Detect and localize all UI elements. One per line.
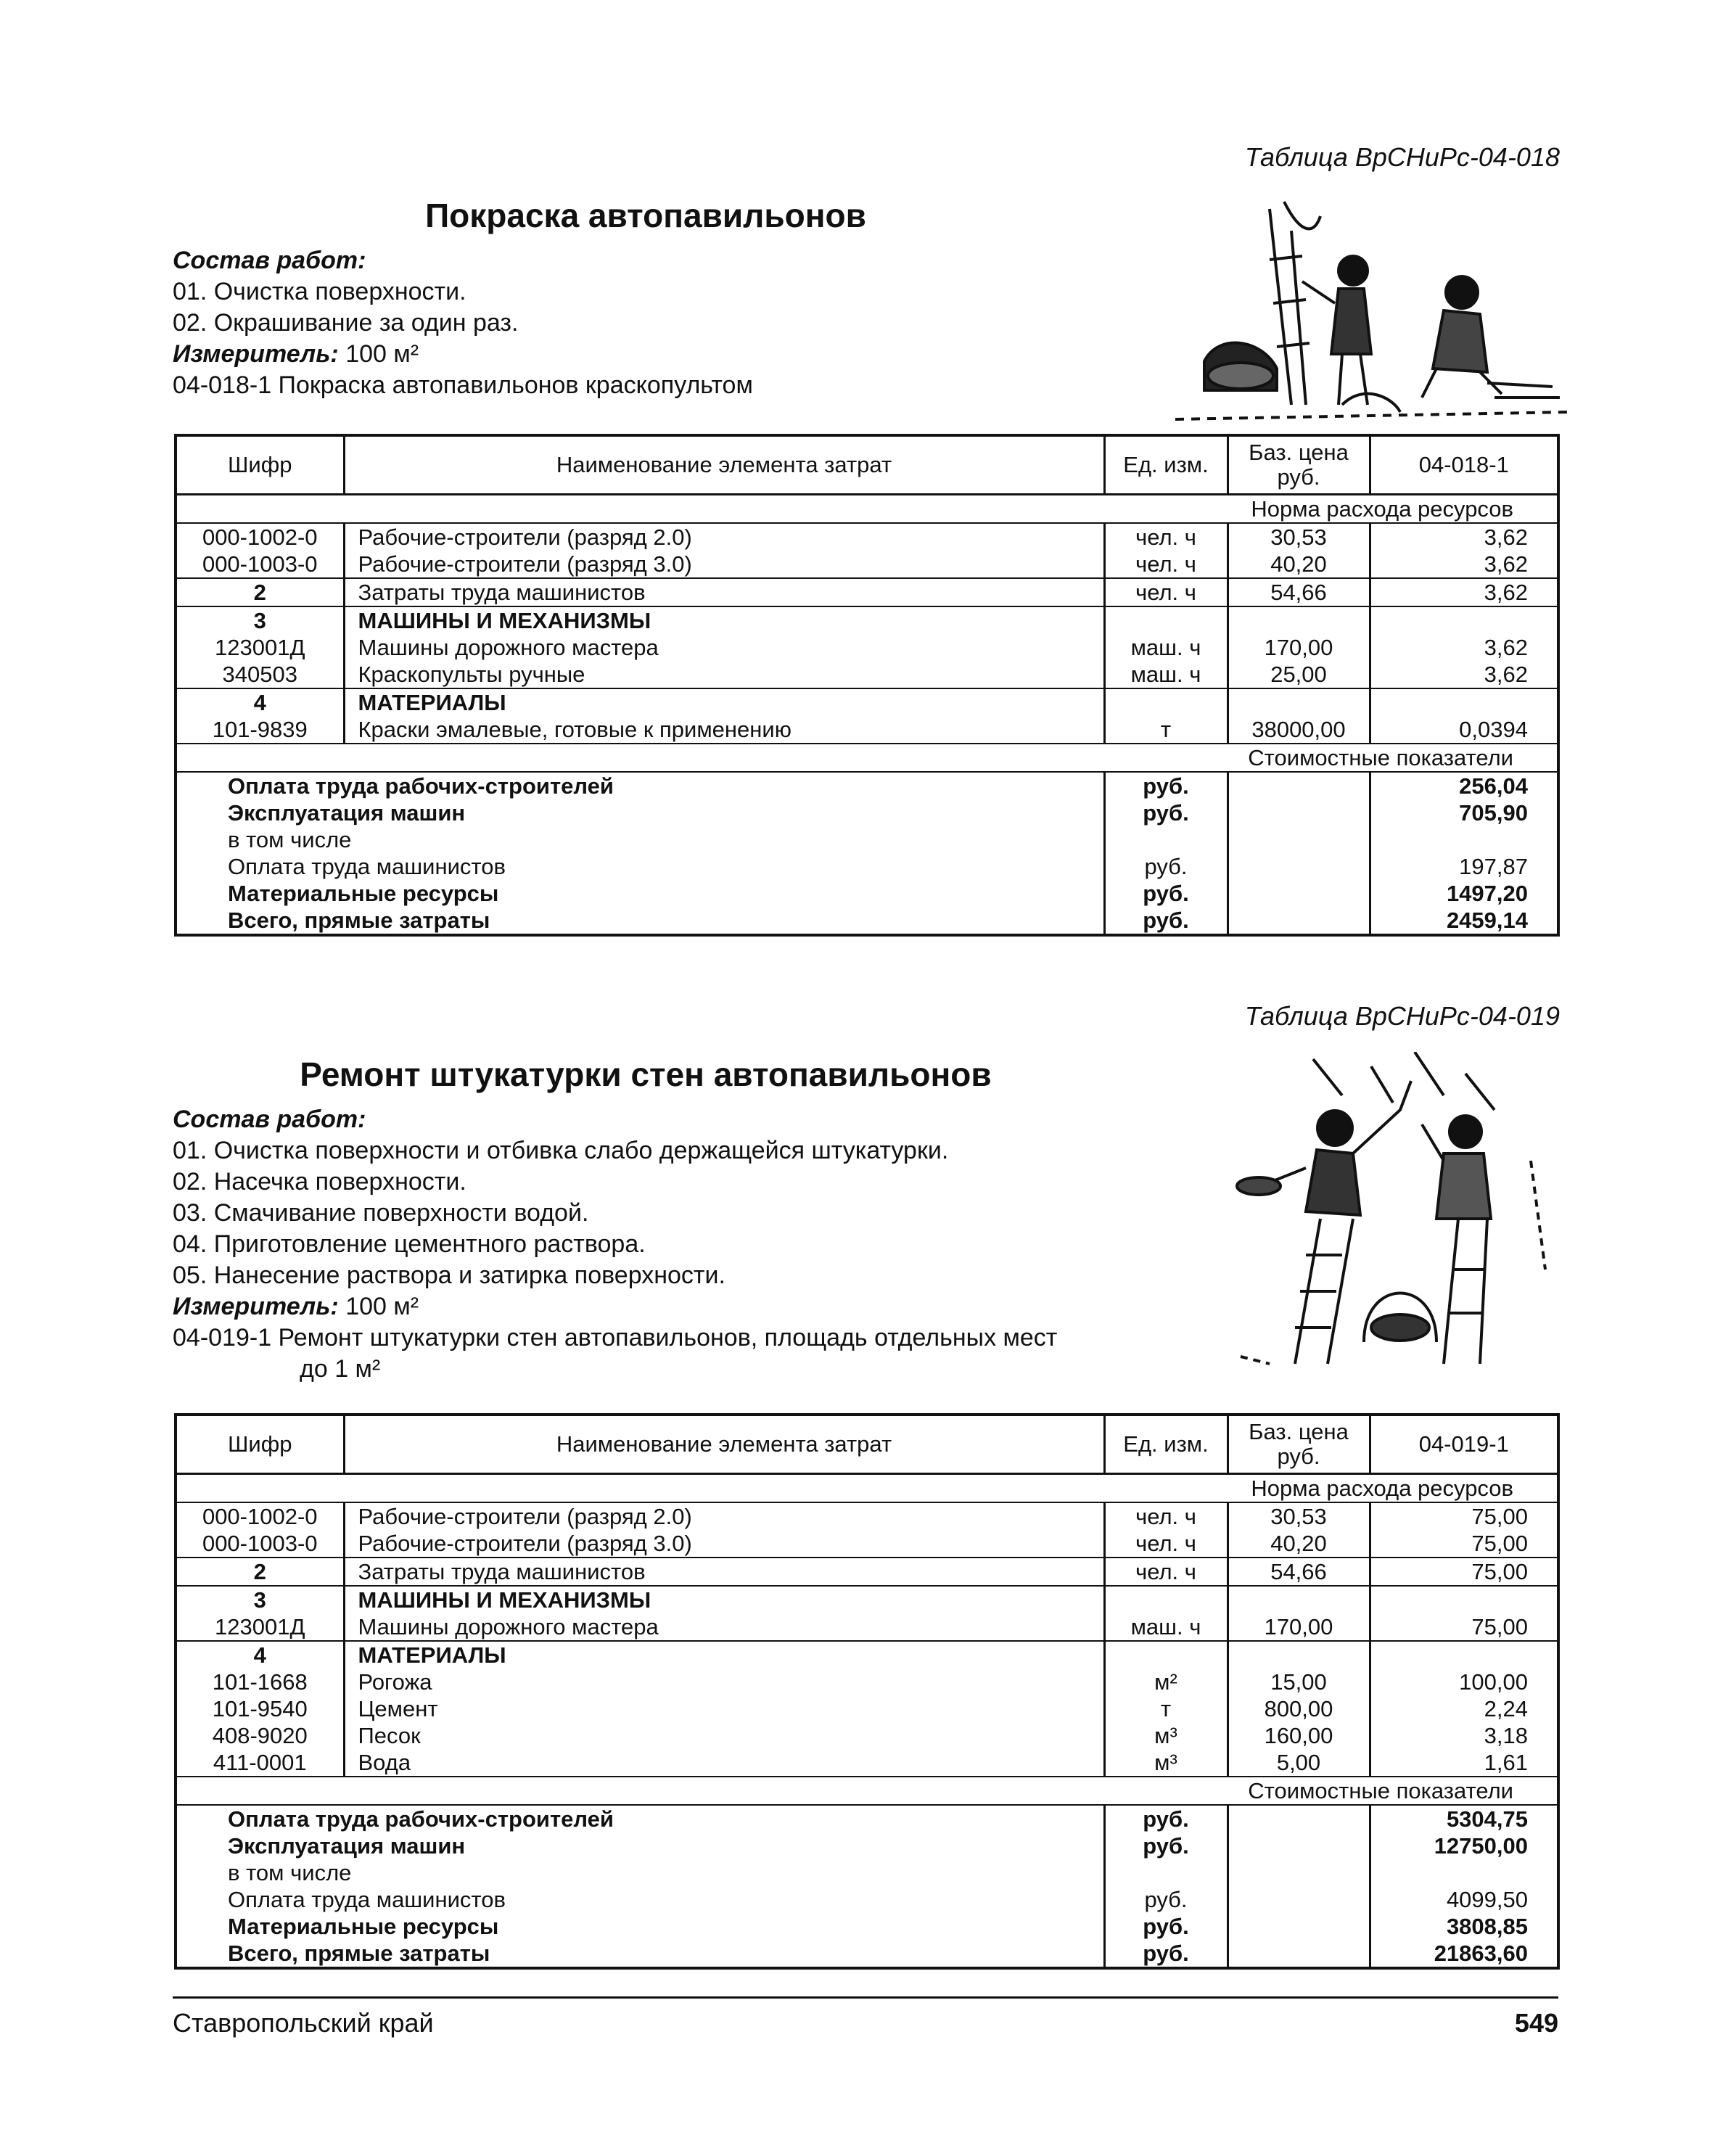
cost-name: в том числе xyxy=(176,1859,1104,1886)
row-price: 40,20 xyxy=(1228,1530,1370,1558)
cost-row xyxy=(176,1886,1558,1913)
header-code: Шифр xyxy=(176,1415,344,1474)
table-row xyxy=(176,634,1558,661)
table-ref: Таблица ВрСНиРс-04-019 xyxy=(1244,1001,1560,1031)
row-price: 160,00 xyxy=(1228,1722,1370,1749)
row-price: 5,00 xyxy=(1228,1749,1370,1777)
table-row-section xyxy=(176,688,1558,716)
row-value: 3,62 xyxy=(1370,578,1558,606)
cost-row xyxy=(176,853,1558,880)
row-price: 38000,00 xyxy=(1228,716,1370,744)
item-line-cont: до 1 м² xyxy=(300,1355,381,1383)
cost-name: Оплата труда рабочих-строителей xyxy=(176,1805,1104,1832)
row-code: 000-1003-0 xyxy=(176,551,344,578)
cost-value: 197,87 xyxy=(1459,854,1528,879)
row-unit: чел. ч xyxy=(1104,1502,1228,1530)
row-unit: чел. ч xyxy=(1104,578,1228,606)
item-line: 04-019-1 Ремонт штукатурки стен автопавильонов, площадь отдельных мест xyxy=(173,1324,1058,1351)
resource-table xyxy=(174,1413,1560,1970)
cost-unit: руб. xyxy=(1104,1940,1228,1968)
row-value: 75,00 xyxy=(1471,1504,1528,1529)
cost-unit: руб. xyxy=(1104,880,1228,907)
table-row xyxy=(176,1749,1558,1777)
step-item: 05. Нанесение раствора и затирка поверхности. xyxy=(173,1262,725,1289)
cost-label: Стоимостные показатели xyxy=(1228,1777,1558,1805)
table-header xyxy=(176,1415,1558,1474)
table-row xyxy=(176,523,1558,551)
cost-unit: руб. xyxy=(1104,1913,1228,1940)
section-title: Ремонт штукатурки стен автопавильонов xyxy=(300,1056,992,1093)
row-price: 170,00 xyxy=(1228,634,1370,661)
measure-value: 100 м² xyxy=(345,1293,419,1320)
row-name: Рабочие-строители (разряд 2.0) xyxy=(344,1502,1104,1530)
table-row xyxy=(176,1722,1558,1749)
row-unit: маш. ч xyxy=(1104,661,1228,688)
norm-row xyxy=(176,1474,1558,1503)
footer-divider xyxy=(173,1996,1558,1999)
table-row xyxy=(176,1695,1558,1722)
header-column: 04-019-1 xyxy=(1370,1415,1558,1474)
cost-name: в том числе xyxy=(176,826,1104,853)
row-price: 54,66 xyxy=(1228,578,1370,606)
table-row xyxy=(176,1530,1558,1558)
row-value: 3,62 xyxy=(1484,635,1528,660)
table-row xyxy=(176,1502,1558,1530)
row-price: 170,00 xyxy=(1228,1613,1370,1641)
norm-row xyxy=(176,495,1558,524)
painters-illustration xyxy=(1175,187,1567,427)
step-item: 03. Смачивание поверхности водой. xyxy=(173,1199,589,1227)
header-name: Наименование элемента затрат xyxy=(344,435,1104,495)
table-row xyxy=(176,551,1558,578)
row-unit: м³ xyxy=(1104,1749,1228,1777)
cost-row xyxy=(176,1913,1558,1940)
cost-unit: руб. xyxy=(1104,907,1228,935)
measure-line xyxy=(173,1291,1057,1322)
norm-label: Норма расхода ресурсов xyxy=(1228,495,1558,524)
cost-row xyxy=(176,880,1558,907)
page-number: 549 xyxy=(1514,2008,1558,2038)
row-price: 800,00 xyxy=(1228,1695,1370,1722)
row-code: 4 xyxy=(176,688,344,716)
row-code: 000-1003-0 xyxy=(176,1530,344,1558)
cost-row xyxy=(176,772,1558,799)
row-code: 101-1668 xyxy=(176,1669,344,1695)
cost-row xyxy=(176,1832,1558,1859)
cost-value: 705,90 xyxy=(1459,800,1528,826)
table-header xyxy=(176,435,1558,495)
row-value: 75,00 xyxy=(1370,1530,1558,1558)
table-row xyxy=(176,578,1558,606)
table-row-section xyxy=(176,1586,1558,1613)
row-name: Краски эмалевые, готовые к применению xyxy=(344,716,1104,744)
table-row xyxy=(176,716,1558,744)
cost-name: Материальные ресурсы xyxy=(176,880,1104,907)
row-name: МАТЕРИАЛЫ xyxy=(344,1641,1104,1669)
cost-unit: руб. xyxy=(1104,1886,1228,1913)
norm-label: Норма расхода ресурсов xyxy=(1228,1474,1558,1503)
header-column: 04-018-1 xyxy=(1370,435,1558,495)
row-unit: маш. ч xyxy=(1104,1613,1228,1641)
cost-name: Эксплуатация машин xyxy=(176,799,1104,826)
row-code: 123001Д xyxy=(176,634,344,661)
item-line: 04-018-1 Покраска автопавильонов краскопультом xyxy=(173,371,753,399)
row-value: 3,18 xyxy=(1484,1723,1528,1748)
cost-row xyxy=(176,1859,1558,1886)
measure-line xyxy=(173,339,753,370)
row-name: Рабочие-строители (разряд 3.0) xyxy=(344,1530,1104,1558)
row-code: 3 xyxy=(176,606,344,634)
table-row-section xyxy=(176,606,1558,634)
row-name: МАШИНЫ И МЕХАНИЗМЫ xyxy=(344,606,1104,634)
cost-unit: руб. xyxy=(1104,799,1228,826)
row-code: 123001Д xyxy=(176,1613,344,1641)
measure-label: Измеритель: xyxy=(173,1293,339,1320)
row-value: 3,62 xyxy=(1484,524,1528,550)
row-price: 40,20 xyxy=(1228,551,1370,578)
table-row xyxy=(176,1558,1558,1586)
row-name: Рабочие-строители (разряд 2.0) xyxy=(344,523,1104,551)
row-unit: чел. ч xyxy=(1104,1530,1228,1558)
row-unit: чел. ч xyxy=(1104,1558,1228,1586)
row-code: 000-1002-0 xyxy=(176,523,344,551)
header-price: Баз. цена руб. xyxy=(1228,1415,1370,1474)
cost-unit: руб. xyxy=(1104,853,1228,880)
row-name: Затраты труда машинистов xyxy=(344,578,1104,606)
cost-value: 256,04 xyxy=(1459,773,1528,799)
header-price: Баз. цена руб. xyxy=(1228,435,1370,495)
cost-value: 2459,14 xyxy=(1446,908,1528,933)
row-name: Машины дорожного мастера xyxy=(344,634,1104,661)
row-value: 1,61 xyxy=(1370,1749,1558,1777)
work-description xyxy=(173,245,753,401)
cost-unit: руб. xyxy=(1104,772,1228,799)
row-value: 100,00 xyxy=(1459,1669,1528,1695)
row-code: 3 xyxy=(176,1586,344,1613)
row-unit: чел. ч xyxy=(1104,523,1228,551)
cost-name: Эксплуатация машин xyxy=(176,1832,1104,1859)
cost-row xyxy=(176,907,1558,935)
composition-label: Состав работ: xyxy=(173,247,366,274)
row-value: 3,62 xyxy=(1370,661,1558,688)
composition-label: Состав работ: xyxy=(173,1106,366,1133)
row-unit: м³ xyxy=(1104,1722,1228,1749)
table-row xyxy=(176,661,1558,688)
measure-label: Измеритель: xyxy=(173,340,339,368)
row-price: 25,00 xyxy=(1228,661,1370,688)
cost-name: Всего, прямые затраты xyxy=(176,1940,1104,1968)
section-title: Покраска автопавильонов xyxy=(425,197,866,234)
row-code: 411-0001 xyxy=(176,1749,344,1777)
cost-value: 3808,85 xyxy=(1446,1914,1528,1939)
cost-name: Материальные ресурсы xyxy=(176,1913,1104,1940)
row-unit: маш. ч xyxy=(1104,634,1228,661)
row-price: 54,66 xyxy=(1228,1558,1370,1586)
cost-name: Оплата труда машинистов xyxy=(176,853,1104,880)
cost-row xyxy=(176,1940,1558,1968)
header-unit: Ед. изм. xyxy=(1104,435,1228,495)
row-code: 4 xyxy=(176,1641,344,1669)
cost-value: 1497,20 xyxy=(1446,881,1528,906)
cost-value: 5304,75 xyxy=(1446,1806,1528,1832)
cost-row xyxy=(176,1805,1558,1832)
row-value: 75,00 xyxy=(1370,1613,1558,1641)
row-name: Песок xyxy=(344,1722,1104,1749)
table-row xyxy=(176,1613,1558,1641)
row-price: 30,53 xyxy=(1228,1502,1370,1530)
row-name: Затраты труда машинистов xyxy=(344,1558,1104,1586)
row-unit: м² xyxy=(1104,1669,1228,1695)
row-code: 101-9540 xyxy=(176,1695,344,1722)
row-name: Краскопульты ручные xyxy=(344,661,1104,688)
header-code: Шифр xyxy=(176,435,344,495)
row-price: 15,00 xyxy=(1228,1669,1370,1695)
row-value: 2,24 xyxy=(1484,1696,1528,1721)
cost-value: 4099,50 xyxy=(1446,1887,1528,1912)
cost-row xyxy=(176,826,1558,853)
row-code: 408-9020 xyxy=(176,1722,344,1749)
cost-name: Оплата труда машинистов xyxy=(176,1886,1104,1913)
cost-header-row xyxy=(176,1777,1558,1805)
header-name: Наименование элемента затрат xyxy=(344,1415,1104,1474)
cost-value: 21863,60 xyxy=(1434,1941,1528,1966)
row-unit: чел. ч xyxy=(1104,551,1228,578)
row-unit: т xyxy=(1104,1695,1228,1722)
work-description xyxy=(173,1104,1057,1385)
cost-row xyxy=(176,799,1558,826)
header-unit: Ед. изм. xyxy=(1104,1415,1228,1474)
row-value: 0,0394 xyxy=(1370,716,1558,744)
row-value: 3,62 xyxy=(1370,551,1558,578)
cost-label: Стоимостные показатели xyxy=(1228,744,1558,772)
row-code: 101-9839 xyxy=(176,716,344,744)
cost-header-row xyxy=(176,744,1558,772)
step-item: 04. Приготовление цементного раствора. xyxy=(173,1230,646,1258)
footer-region: Ставропольский край xyxy=(173,2008,434,2038)
cost-name: Всего, прямые затраты xyxy=(176,907,1104,935)
step-item: 02. Окрашивание за один раз. xyxy=(173,309,519,337)
step-item: 02. Насечка поверхности. xyxy=(173,1168,466,1196)
row-code: 340503 xyxy=(176,661,344,688)
row-name: МАТЕРИАЛЫ xyxy=(344,688,1104,716)
row-code: 2 xyxy=(176,1558,344,1586)
row-unit: т xyxy=(1104,716,1228,744)
table-row-section xyxy=(176,1641,1558,1669)
step-item: 01. Очистка поверхности. xyxy=(173,278,466,305)
row-price: 30,53 xyxy=(1228,523,1370,551)
row-name: МАШИНЫ И МЕХАНИЗМЫ xyxy=(344,1586,1104,1613)
resource-table xyxy=(174,434,1560,937)
cost-name: Оплата труда рабочих-строителей xyxy=(176,772,1104,799)
measure-value: 100 м² xyxy=(345,340,419,368)
step-item: 01. Очистка поверхности и отбивка слабо держащейся штукатурки. xyxy=(173,1137,949,1164)
row-name: Рогожа xyxy=(344,1669,1104,1695)
table-ref: Таблица ВрСНиРс-04-018 xyxy=(1244,142,1560,172)
plasterers-illustration xyxy=(1226,1052,1560,1371)
row-code: 000-1002-0 xyxy=(176,1502,344,1530)
row-name: Рабочие-строители (разряд 3.0) xyxy=(344,551,1104,578)
cost-unit: руб. xyxy=(1104,1805,1228,1832)
cost-value: 12750,00 xyxy=(1434,1833,1528,1859)
table-row xyxy=(176,1669,1558,1695)
row-name: Машины дорожного мастера xyxy=(344,1613,1104,1641)
row-value: 75,00 xyxy=(1370,1558,1558,1586)
row-name: Вода xyxy=(344,1749,1104,1777)
row-name: Цемент xyxy=(344,1695,1104,1722)
row-code: 2 xyxy=(176,578,344,606)
cost-unit: руб. xyxy=(1104,1832,1228,1859)
